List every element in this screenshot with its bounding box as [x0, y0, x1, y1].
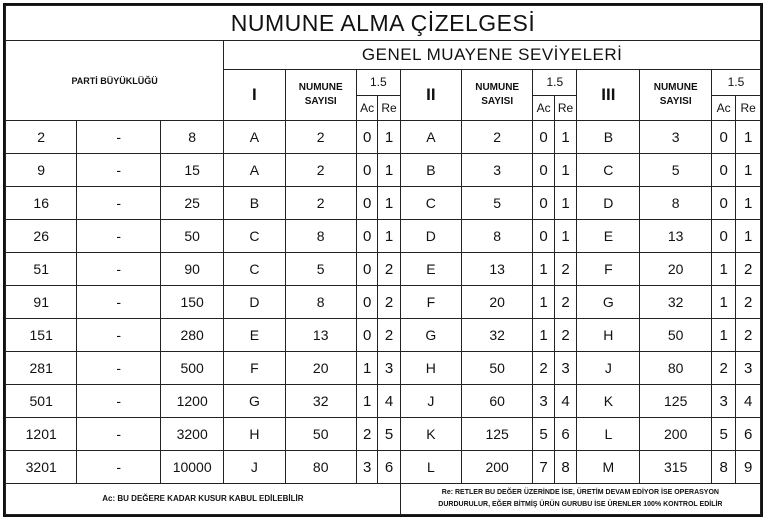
accept-number-cell: 1: [533, 286, 554, 319]
reject-number-cell: 2: [554, 319, 576, 352]
sample-size-cell: 20: [461, 286, 532, 319]
accept-number-cell: 0: [356, 286, 377, 319]
accept-number-cell: 0: [356, 187, 377, 220]
accept-number-cell: 0: [356, 154, 377, 187]
table-title: NUMUNE ALMA ÇİZELGESİ: [6, 6, 761, 41]
accept-number-cell: 2: [533, 352, 554, 385]
aql-header-3: 1.5: [711, 70, 760, 96]
lot-to-cell: 15: [161, 154, 224, 187]
sample-size-cell: 32: [640, 286, 711, 319]
reject-number-cell: 2: [554, 253, 576, 286]
table-row: [6, 418, 761, 451]
reject-number-cell: 1: [736, 187, 761, 220]
code-letter-cell: E: [400, 253, 461, 286]
accept-number-cell: 0: [711, 121, 735, 154]
lot-from-cell: 9: [6, 154, 77, 187]
re-note-line-2: DURDURULUR, EĞER BİTMİŞ ÜRÜN GURUBU İSE ÜRENLER 100% KONTROL EDİLİR: [438, 501, 723, 508]
re-header-3: Re: [736, 95, 761, 121]
code-letter-cell: L: [400, 451, 461, 484]
sample-size-cell: 2: [461, 121, 532, 154]
sampling-table-sheet: [3, 3, 763, 517]
reject-number-cell: 2: [378, 253, 400, 286]
sample-size-cell: 13: [461, 253, 532, 286]
reject-number-cell: 3: [554, 352, 576, 385]
accept-number-cell: 5: [533, 418, 554, 451]
reject-number-cell: 8: [554, 451, 576, 484]
reject-number-cell: 1: [554, 220, 576, 253]
code-letter-cell: F: [224, 352, 285, 385]
code-letter-cell: E: [224, 319, 285, 352]
code-letter-cell: J: [400, 385, 461, 418]
code-letter-cell: A: [400, 121, 461, 154]
reject-number-cell: 2: [378, 286, 400, 319]
table-row: [6, 286, 761, 319]
sample-size-cell: 2: [285, 121, 356, 154]
sample-size-cell: 5: [461, 187, 532, 220]
ac-note: Ac: BU DEĞERE KADAR KUSUR KABUL EDİLEBİLİR: [6, 484, 401, 515]
reject-number-cell: 1: [736, 154, 761, 187]
code-letter-cell: M: [577, 451, 640, 484]
reject-number-cell: 6: [736, 418, 761, 451]
sample-size-cell: 125: [640, 385, 711, 418]
sample-size-cell: 60: [461, 385, 532, 418]
sample-size-cell: 80: [285, 451, 356, 484]
table-row: [6, 187, 761, 220]
accept-number-cell: 1: [356, 385, 377, 418]
sample-size-cell: 125: [461, 418, 532, 451]
reject-number-cell: 1: [736, 121, 761, 154]
accept-number-cell: 3: [711, 385, 735, 418]
lot-to-cell: 90: [161, 253, 224, 286]
lot-from-cell: 16: [6, 187, 77, 220]
code-letter-cell: H: [224, 418, 285, 451]
lot-separator-cell: -: [77, 451, 161, 484]
sample-size-cell: 8: [285, 220, 356, 253]
lot-from-cell: 151: [6, 319, 77, 352]
sample-size-cell: 3: [640, 121, 711, 154]
accept-number-cell: 0: [533, 187, 554, 220]
lot-separator-cell: -: [77, 154, 161, 187]
inspection-levels-header: GENEL MUAYENE SEVİYELERİ: [224, 41, 761, 70]
code-letter-cell: C: [577, 154, 640, 187]
lot-separator-cell: -: [77, 385, 161, 418]
accept-number-cell: 0: [533, 154, 554, 187]
lot-separator-cell: -: [77, 121, 161, 154]
code-letter-cell: G: [224, 385, 285, 418]
sample-size-cell: 50: [640, 319, 711, 352]
sample-size-cell: 8: [285, 286, 356, 319]
ac-header-3: Ac: [711, 95, 735, 121]
accept-number-cell: 0: [711, 220, 735, 253]
reject-number-cell: 1: [554, 187, 576, 220]
code-letter-cell: F: [400, 286, 461, 319]
lot-separator-cell: -: [77, 352, 161, 385]
lot-to-cell: 10000: [161, 451, 224, 484]
accept-number-cell: 0: [533, 121, 554, 154]
accept-number-cell: 1: [356, 352, 377, 385]
accept-number-cell: 7: [533, 451, 554, 484]
accept-number-cell: 8: [711, 451, 735, 484]
table-row: [6, 385, 761, 418]
lot-from-cell: 91: [6, 286, 77, 319]
sample-size-cell: 50: [285, 418, 356, 451]
lot-from-cell: 2: [6, 121, 77, 154]
reject-number-cell: 2: [378, 319, 400, 352]
sample-size-cell: 20: [285, 352, 356, 385]
accept-number-cell: 3: [533, 385, 554, 418]
sample-size-cell: 315: [640, 451, 711, 484]
aql-header-2: 1.5: [533, 70, 577, 96]
re-note: [400, 484, 760, 515]
accept-number-cell: 3: [356, 451, 377, 484]
table-row: [6, 451, 761, 484]
sample-size-cell: 13: [640, 220, 711, 253]
code-letter-cell: J: [224, 451, 285, 484]
table-row: [6, 319, 761, 352]
lot-separator-cell: -: [77, 187, 161, 220]
lot-to-cell: 50: [161, 220, 224, 253]
lot-from-cell: 26: [6, 220, 77, 253]
accept-number-cell: 5: [711, 418, 735, 451]
lot-to-cell: 1200: [161, 385, 224, 418]
reject-number-cell: 1: [378, 220, 400, 253]
level-roman-1: I: [224, 70, 285, 121]
reject-number-cell: 6: [554, 418, 576, 451]
reject-number-cell: 4: [554, 385, 576, 418]
reject-number-cell: 3: [378, 352, 400, 385]
ac-header-2: Ac: [533, 95, 554, 121]
sample-size-cell: 13: [285, 319, 356, 352]
sample-size-cell: 8: [461, 220, 532, 253]
code-letter-cell: B: [400, 154, 461, 187]
level-roman-3: III: [577, 70, 640, 121]
lot-to-cell: 500: [161, 352, 224, 385]
code-letter-cell: D: [400, 220, 461, 253]
re-header-2: Re: [554, 95, 576, 121]
code-letter-cell: A: [224, 121, 285, 154]
sample-size-cell: 200: [640, 418, 711, 451]
lot-separator-cell: -: [77, 319, 161, 352]
sample-size-header-1: NUMUNE SAYISI: [285, 70, 356, 121]
reject-number-cell: 9: [736, 451, 761, 484]
lot-from-cell: 3201: [6, 451, 77, 484]
sample-size-cell: 8: [640, 187, 711, 220]
accept-number-cell: 1: [711, 253, 735, 286]
sampling-table: [5, 5, 761, 515]
reject-number-cell: 1: [554, 154, 576, 187]
accept-number-cell: 0: [711, 187, 735, 220]
level-roman-2: II: [400, 70, 461, 121]
code-letter-cell: D: [577, 187, 640, 220]
sample-size-cell: 5: [640, 154, 711, 187]
lot-size-header: PARTİ BÜYÜKLÜĞÜ: [6, 41, 224, 121]
table-row: [6, 220, 761, 253]
lot-separator-cell: -: [77, 220, 161, 253]
table-row: [6, 154, 761, 187]
code-letter-cell: C: [400, 187, 461, 220]
accept-number-cell: 0: [356, 253, 377, 286]
accept-number-cell: 1: [711, 319, 735, 352]
sample-size-cell: 32: [285, 385, 356, 418]
ac-header-1: Ac: [356, 95, 377, 121]
accept-number-cell: 1: [533, 319, 554, 352]
table-row: [6, 121, 761, 154]
lot-separator-cell: -: [77, 286, 161, 319]
table-row: [6, 352, 761, 385]
reject-number-cell: 2: [736, 253, 761, 286]
code-letter-cell: D: [224, 286, 285, 319]
reject-number-cell: 4: [378, 385, 400, 418]
code-letter-cell: B: [224, 187, 285, 220]
sample-size-cell: 3: [461, 154, 532, 187]
code-letter-cell: K: [577, 385, 640, 418]
reject-number-cell: 1: [554, 121, 576, 154]
sample-size-header-3: NUMUNE SAYISI: [640, 70, 711, 121]
code-letter-cell: L: [577, 418, 640, 451]
re-header-1: Re: [378, 95, 400, 121]
code-letter-cell: E: [577, 220, 640, 253]
reject-number-cell: 1: [378, 187, 400, 220]
reject-number-cell: 2: [554, 286, 576, 319]
accept-number-cell: 2: [356, 418, 377, 451]
lot-from-cell: 1201: [6, 418, 77, 451]
reject-number-cell: 1: [378, 121, 400, 154]
aql-header-1: 1.5: [356, 70, 400, 96]
accept-number-cell: 0: [356, 220, 377, 253]
lot-to-cell: 280: [161, 319, 224, 352]
accept-number-cell: 0: [356, 121, 377, 154]
code-letter-cell: G: [400, 319, 461, 352]
reject-number-cell: 1: [736, 220, 761, 253]
sample-size-cell: 2: [285, 187, 356, 220]
accept-number-cell: 1: [533, 253, 554, 286]
lot-to-cell: 25: [161, 187, 224, 220]
sample-size-cell: 20: [640, 253, 711, 286]
lot-from-cell: 501: [6, 385, 77, 418]
code-letter-cell: C: [224, 220, 285, 253]
code-letter-cell: F: [577, 253, 640, 286]
reject-number-cell: 2: [736, 319, 761, 352]
code-letter-cell: H: [400, 352, 461, 385]
lot-to-cell: 8: [161, 121, 224, 154]
accept-number-cell: 0: [533, 220, 554, 253]
code-letter-cell: B: [577, 121, 640, 154]
lot-from-cell: 281: [6, 352, 77, 385]
sample-size-cell: 2: [285, 154, 356, 187]
sample-size-cell: 200: [461, 451, 532, 484]
code-letter-cell: H: [577, 319, 640, 352]
code-letter-cell: A: [224, 154, 285, 187]
re-note-line-1: Re: RETLER BU DEĞER ÜZERİNDE İSE, ÜRETİM DEVAM EDİYOR İSE OPERASYON: [441, 489, 719, 496]
code-letter-cell: G: [577, 286, 640, 319]
sample-size-header-2: NUMUNE SAYISI: [461, 70, 532, 121]
sample-size-cell: 5: [285, 253, 356, 286]
reject-number-cell: 1: [378, 154, 400, 187]
lot-to-cell: 3200: [161, 418, 224, 451]
table-row: [6, 253, 761, 286]
accept-number-cell: 1: [711, 286, 735, 319]
reject-number-cell: 3: [736, 352, 761, 385]
sample-size-cell: 50: [461, 352, 532, 385]
code-letter-cell: C: [224, 253, 285, 286]
accept-number-cell: 0: [356, 319, 377, 352]
lot-to-cell: 150: [161, 286, 224, 319]
reject-number-cell: 5: [378, 418, 400, 451]
sample-size-cell: 80: [640, 352, 711, 385]
accept-number-cell: 2: [711, 352, 735, 385]
lot-separator-cell: -: [77, 253, 161, 286]
lot-from-cell: 51: [6, 253, 77, 286]
code-letter-cell: K: [400, 418, 461, 451]
reject-number-cell: 2: [736, 286, 761, 319]
sample-size-cell: 32: [461, 319, 532, 352]
lot-separator-cell: -: [77, 418, 161, 451]
reject-number-cell: 6: [378, 451, 400, 484]
accept-number-cell: 0: [711, 154, 735, 187]
code-letter-cell: J: [577, 352, 640, 385]
reject-number-cell: 4: [736, 385, 761, 418]
